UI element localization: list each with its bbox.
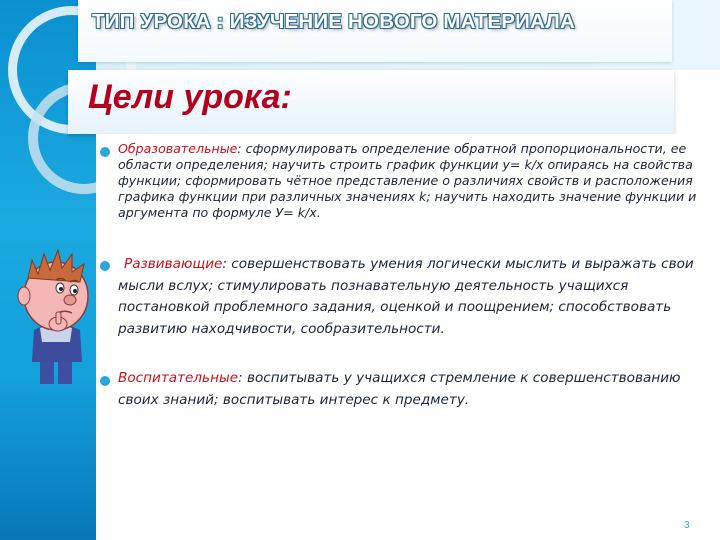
bullet-icon [100,147,110,157]
goal-label: Образовательные [118,141,238,156]
goal-label: Воспитательные [118,370,239,386]
thinking-boy-illustration [10,238,106,388]
lesson-type-heading: ТИП УРОКА : ИЗУЧЕНИЕ НОВОГО МАТЕРИАЛА [92,10,575,33]
goal-text: : совершенствовать умения логически мыслить и выражать свои мысли вслух; стимулировать познавательную деятельность учащихся постановкой проблемного задания, оценкой и поощрением; способствовать развитию находчивости, сообразительности. [118,256,694,337]
goal-upbringing [118,368,712,411]
goal-text: : воспитывать у учащихся стремление к совершенствованию своих знаний; воспитывать интерес к предмету. [118,370,681,408]
page-number: 3 [684,520,690,531]
goal-developmental [118,254,712,340]
goals-title: Цели урока: [88,78,292,116]
goal-label: Развивающие [124,256,223,272]
goal-educational [118,141,712,221]
goal-text: : сформулировать определение обратной пропорциональности, ее области определения; научить строить график функции y= k/x опираясь на свойства функции; сформировать чётное представление о различиях свойств и расположения графика функции при различных значениях k; научить находить значение функции и аргумента по формуле У= k/x. [118,141,697,220]
